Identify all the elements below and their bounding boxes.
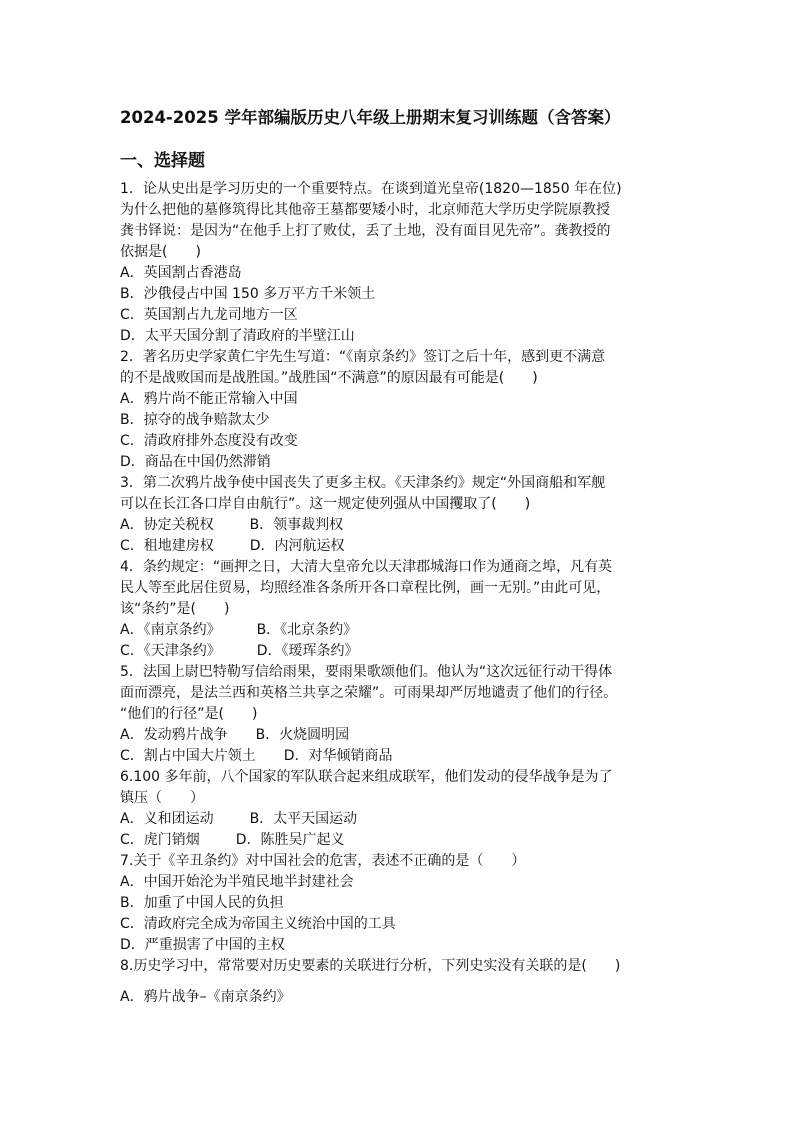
answer-option-row (120, 893, 690, 914)
answer-option-row (120, 452, 690, 473)
answer-option[interactable]: C．清政府排外态度没有改变 (120, 433, 298, 449)
answer-option-row (120, 284, 690, 305)
answer-option[interactable]: C．英国割占九龙司地方一区 (120, 307, 298, 323)
question-5 (120, 662, 690, 767)
question-stem-line: 面而漂亮，是法兰西和英格兰共享之荣耀”。可雨果却严厉地谴责了他们的行径。 (120, 685, 618, 701)
answer-option[interactable]: D．对华倾销商品 (283, 748, 393, 764)
question-stem-line: 可以在长江各口岸自由航行”。这一规定使列强从中国攫取了( ) (120, 496, 531, 512)
question-stem-line: 为什么把他的墓修筑得比其他帝王墓都要矮小时，北京师范大学历史学院原教授 (120, 202, 610, 218)
answer-option[interactable]: B．领事裁判权 (249, 517, 344, 533)
answer-option[interactable]: A．发动鸦片战争 (120, 727, 228, 743)
question-1 (120, 179, 690, 347)
answer-option[interactable]: C．割占中国大片领土 (120, 748, 256, 764)
answer-option[interactable]: A．义和团运动 (120, 811, 214, 827)
answer-option[interactable]: C．《天津条约》 (120, 643, 221, 659)
answer-option[interactable]: A．鸦片尚不能正常输入中国 (120, 391, 298, 407)
answer-option[interactable]: D．《瑷珲条约》 (256, 643, 359, 659)
answer-option[interactable]: B．火烧圆明园 (255, 727, 350, 743)
question-stem-line: 2．著名历史学家黄仁宇先生写道：“《南京条约》签订之后十年，感到更不满意 (120, 349, 606, 365)
answer-option-row (120, 536, 690, 557)
section-heading: 一、选择题 (120, 151, 205, 171)
answer-option-row (120, 935, 690, 956)
question-stem-line: 4．条约规定：“画押之日，大清大皇帝允以天津郡城海口作为通商之埠，凡有英 (120, 559, 613, 575)
answer-option[interactable]: B．太平天国运动 (249, 811, 358, 827)
answer-option[interactable]: B．《北京条约》 (256, 622, 358, 638)
answer-option-row (120, 830, 690, 851)
question-stem-line: 龚书铎说：是因为“在他手上打了败仗，丢了土地，没有面目见先帝”。龚教授的 (120, 223, 611, 239)
document-title: 2024-2025 学年部编版历史八年级上册期末复习训练题（含答案） (120, 108, 621, 127)
answer-option-row (120, 305, 690, 326)
question-2 (120, 347, 690, 473)
answer-option-row (120, 725, 690, 746)
question-stem-line: 5．法国上尉巴特勒写信给雨果，要雨果歌颂他们。他认为“这次远征行动干得体 (120, 664, 613, 680)
question-stem-line: 8.历史学习中，常常要对历史要素的关联进行分析，下列史实没有关联的是( ) (120, 958, 621, 974)
answer-option[interactable]: A．鸦片战争–《南京条约》 (120, 989, 291, 1005)
question-6 (120, 767, 690, 851)
answer-option-row (120, 389, 690, 410)
answer-option-row (120, 620, 690, 641)
question-stem-line: 7.关于《辛丑条约》对中国社会的危害，表述不正确的是（ ） (120, 853, 526, 869)
answer-option-row (120, 872, 690, 893)
question-list (120, 179, 690, 1008)
question-stem-line: 3．第二次鸦片战争使中国丧失了更多主权。《天津条约》规定“外国商船和军舰 (120, 475, 606, 491)
answer-option-row (120, 410, 690, 431)
answer-option[interactable]: D．严重损害了中国的主权 (120, 937, 285, 953)
question-8 (120, 956, 690, 1008)
answer-option-row (120, 746, 690, 767)
answer-option[interactable]: A．《南京条约》 (120, 622, 221, 638)
question-stem-line: 民人等至此居住贸易，均照经准各条所开各口章程比例，画一无别。”由此可见， (120, 580, 611, 596)
answer-option-row (120, 987, 690, 1008)
answer-option[interactable]: A．英国割占香港岛 (120, 265, 242, 281)
answer-option-row (120, 263, 690, 284)
question-stem-line: 依据是( ) (120, 244, 201, 260)
question-stem-line: 的不是战败国而是战胜国。”战胜国“不满意”的原因最有可能是( ) (120, 370, 538, 386)
question-stem-line: 1．论从史出是学习历史的一个重要特点。在谈到道光皇帝(1820—1850 年在位) (120, 181, 622, 197)
question-4 (120, 557, 690, 662)
answer-option[interactable]: A．中国开始沦为半殖民地半封建社会 (120, 874, 354, 890)
question-stem-line: 6.100 多年前，八个国家的军队联合起来组成联军，他们发动的侵华战争是为了 (120, 769, 613, 785)
question-stem-line: “他们的行径”是( ) (120, 706, 258, 722)
answer-option-row (120, 326, 690, 347)
answer-option[interactable]: D．内河航运权 (249, 538, 345, 554)
answer-option[interactable]: C．租地建房权 (120, 538, 214, 554)
answer-option-row (120, 515, 690, 536)
answer-option-row (120, 809, 690, 830)
answer-option-row (120, 431, 690, 452)
answer-option[interactable]: C．虎门销烟 (120, 832, 200, 848)
answer-option-row (120, 641, 690, 662)
answer-option[interactable]: A．协定关税权 (120, 517, 214, 533)
answer-option[interactable]: D．陈胜吴广起义 (235, 832, 345, 848)
question-stem-line: 镇压（ ） (120, 790, 204, 806)
answer-option[interactable]: B．掠夺的战争赔款太少 (120, 412, 270, 428)
answer-option[interactable]: D．商品在中国仍然滞销 (120, 454, 271, 470)
answer-option[interactable]: D．太平天国分割了清政府的半壁江山 (120, 328, 355, 344)
answer-option[interactable]: C．清政府完全成为帝国主义统治中国的工具 (120, 916, 396, 932)
question-3 (120, 473, 690, 557)
answer-option-row (120, 914, 690, 935)
question-7 (120, 851, 690, 956)
answer-option[interactable]: B．加重了中国人民的负担 (120, 895, 284, 911)
question-stem-line: 该“条约”是( ) (120, 601, 230, 617)
answer-option[interactable]: B．沙俄侵占中国 150 多万平方千米领土 (120, 286, 376, 302)
